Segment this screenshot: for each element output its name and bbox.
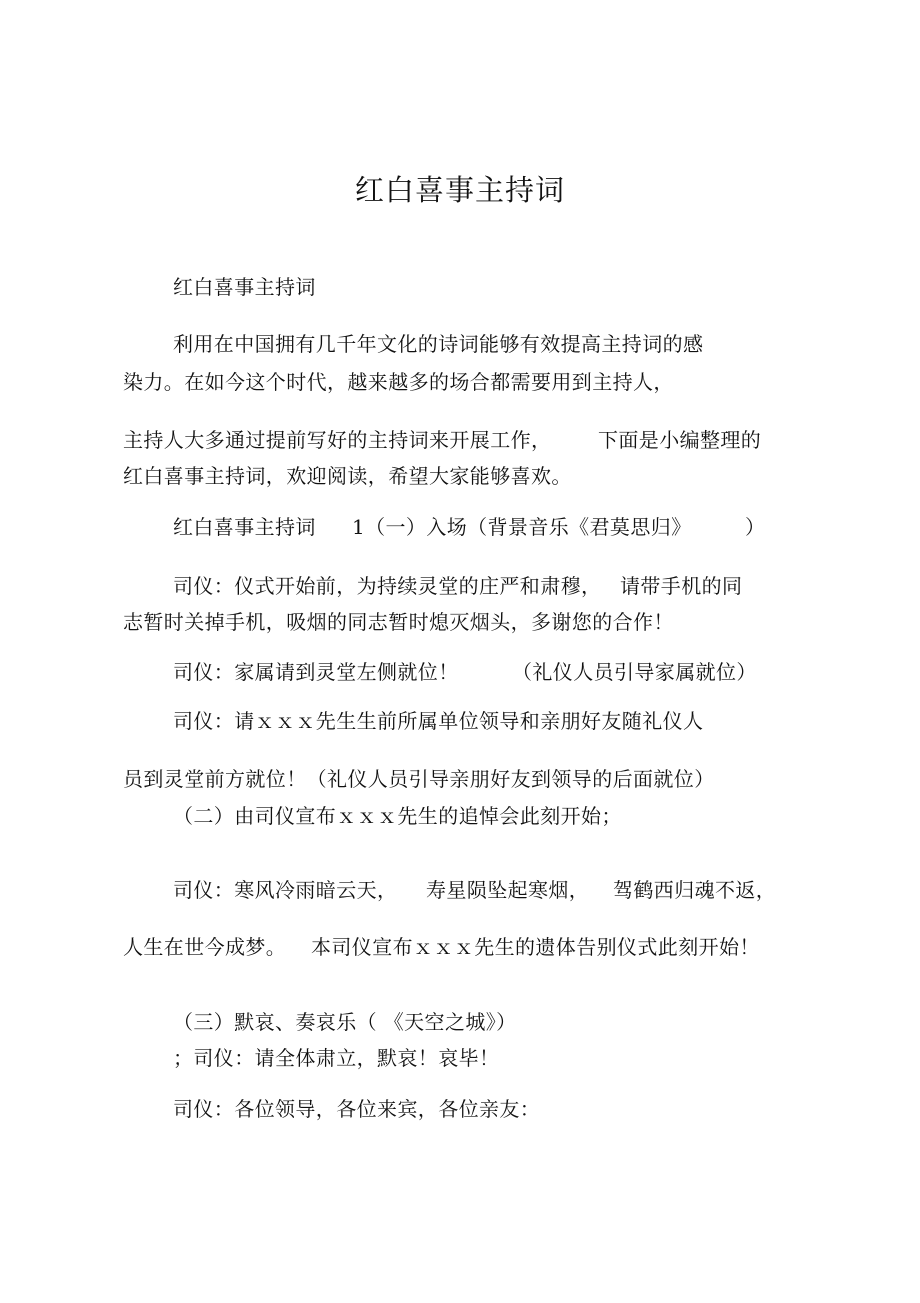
subtitle: 红白喜事主持词 (173, 275, 316, 299)
section-3-heading: （三）默哀、奏哀乐（ 《天空之城》） (173, 1010, 517, 1034)
intro-line-3b: 下面是小编整理的 (598, 428, 762, 452)
paragraph-3b: 员到灵堂前方就位！（礼仪人员引导亲朋好友到领导的后面就位） (123, 767, 715, 791)
paragraph-4c: 驾鹤西归魂不返， (613, 878, 777, 902)
paragraph-4b: 寿星陨坠起寒烟， (426, 878, 590, 902)
section-1-heading-b: 1（一）入场（背景音乐《君莫思归》 (352, 515, 692, 539)
paragraph-5: ；司仪：请全体肃立，默哀！哀毕！ (173, 1046, 500, 1070)
intro-line-4: 红白喜事主持词，欢迎阅读，希望大家能够喜欢。 (123, 464, 572, 488)
paragraph-2a: 司仪：家属请到灵堂左侧就位！ (173, 660, 459, 684)
section-2-heading: （二）由司仪宣布ｘｘｘ先生的追悼会此刻开始； (173, 804, 622, 828)
paragraph-6: 司仪：各位领导，各位来宾，各位亲友： (173, 1097, 541, 1121)
intro-line-1: 利用在中国拥有几千年文化的诗词能够有效提高主持词的感 (173, 332, 704, 356)
paragraph-1b: 请带手机的同 (620, 574, 743, 598)
paragraph-2b: （礼仪人员引导家属就位） (512, 660, 757, 684)
intro-line-3a: 主持人大多通过提前写好的主持词来开展工作， (123, 428, 552, 452)
page-title: 红白喜事主持词 (354, 173, 565, 207)
section-1-heading-a: 红白喜事主持词 (173, 515, 316, 539)
paragraph-1a: 司仪：仪式开始前，为持续灵堂的庄严和肃穆， (173, 574, 602, 598)
section-1-heading-c: ） (745, 515, 766, 539)
paragraph-4d: 人生在世今成梦。 (123, 935, 287, 959)
intro-line-2: 染力。在如今这个时代，越来越多的场合都需要用到主持人， (123, 370, 674, 394)
paragraph-1c: 志暂时关掉手机，吸烟的同志暂时熄灭烟头，多谢您的合作！ (123, 610, 674, 634)
paragraph-4e: 本司仪宣布ｘｘｘ先生的遗体告别仪式此刻开始！ (311, 935, 760, 959)
paragraph-3a: 司仪：请ｘｘｘ先生生前所属单位领导和亲朋好友随礼仪人 (173, 709, 704, 733)
paragraph-4a: 司仪：寒风冷雨暗云天， (173, 878, 398, 902)
